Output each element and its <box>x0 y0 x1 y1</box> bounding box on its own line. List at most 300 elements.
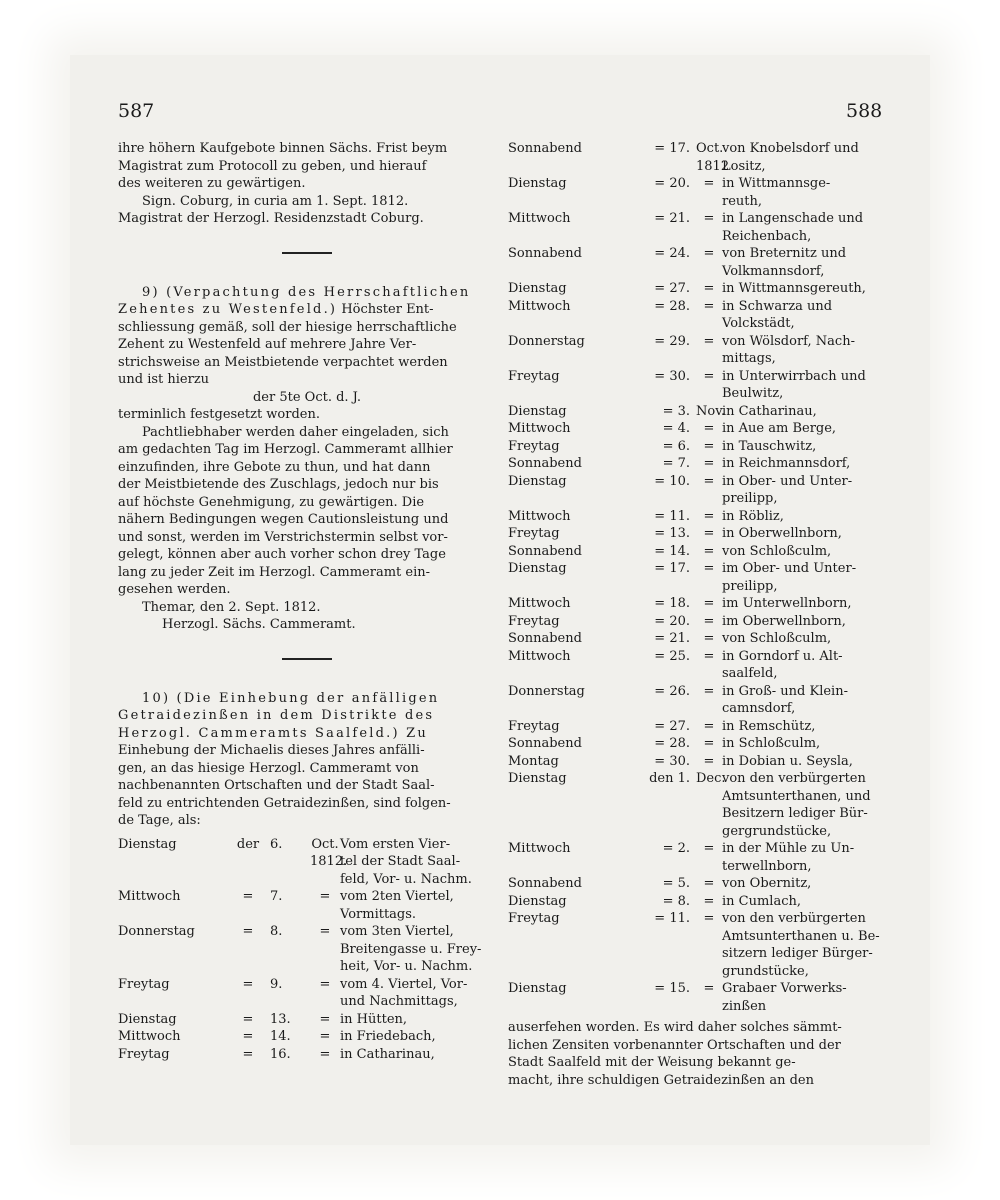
schedule-location <box>340 888 496 923</box>
text-line: lichen Zensiten vorbenannter Ortschaften und der <box>508 1037 841 1053</box>
schedule-month: = <box>319 889 331 904</box>
schedule-month: = <box>319 1029 331 1044</box>
s9-authority: Herzogl. Sächs. Cammeramt. <box>162 617 356 632</box>
schedule-article: = <box>242 1046 254 1062</box>
schedule-date: 9. <box>270 976 283 992</box>
schedule-row <box>508 630 888 648</box>
schedule-month: = <box>703 246 715 261</box>
location-line: Breitengasse u. Frey- <box>340 941 482 957</box>
schedule-row <box>508 245 888 280</box>
text-line: Einhebung der Michaelis dieses Jahres anfälli- <box>118 743 425 758</box>
schedule-location <box>722 473 888 508</box>
schedule-row <box>508 140 888 175</box>
schedule-row <box>508 980 888 1015</box>
location-line: in Oberwellnborn, <box>722 526 842 541</box>
schedule-month: = <box>703 893 715 909</box>
schedule-date: = 8. <box>662 893 690 909</box>
schedule-location <box>340 976 496 1011</box>
schedule-date: = 14. <box>654 543 690 559</box>
schedule-location <box>722 840 888 875</box>
schedule-date: = 13. <box>654 526 690 541</box>
schedule-month: = <box>319 1011 331 1027</box>
schedule-month: = <box>703 438 715 454</box>
schedule-date: = 11. <box>654 508 690 524</box>
location-line: in Catharinau, <box>340 1046 435 1062</box>
right-column <box>508 140 888 1089</box>
location-line: von Schloßculm, <box>722 631 832 646</box>
location-line: gergrundstücke, <box>722 823 832 839</box>
schedule-month: Dec. <box>696 771 726 786</box>
schedule-date: = 2. <box>662 841 690 856</box>
schedule-row <box>508 840 888 875</box>
schedule-date: 6. <box>270 836 283 852</box>
s9-heading-b: Zehentes zu Westenfeld.) <box>118 302 338 317</box>
schedule-month: = <box>703 473 715 489</box>
schedule-location <box>340 1011 496 1029</box>
schedule-month: = <box>703 561 715 576</box>
schedule-location <box>722 595 888 613</box>
schedule-day: Sonnabend <box>508 631 582 646</box>
page-number-left: 587 <box>118 100 155 122</box>
schedule-month: = <box>703 631 715 646</box>
schedule-location <box>340 1046 496 1064</box>
schedule-month: = <box>703 421 715 436</box>
text-line: ihre höhern Kaufgebote binnen Sächs. Frist beym <box>118 141 448 156</box>
location-line: in Reichmannsdorf, <box>722 456 851 471</box>
location-line: in Schwarza und <box>722 298 833 314</box>
text-line: strichsweise an Meistbietende verpachtet werden <box>118 354 448 370</box>
schedule-day: Mittwoch <box>118 1029 181 1044</box>
schedule-row <box>508 473 888 508</box>
schedule-row <box>508 210 888 245</box>
text-line: des weiteren zu gewärtigen. <box>118 176 306 191</box>
s10-paragraph <box>118 690 496 830</box>
schedule-location <box>722 735 888 753</box>
schedule-article: = <box>242 889 254 904</box>
schedule-month: = <box>703 526 715 541</box>
schedule-date: 13. <box>270 1011 291 1027</box>
schedule-date: 14. <box>270 1029 291 1044</box>
location-line: in Schloßculm, <box>722 736 821 751</box>
schedule-row <box>508 735 888 753</box>
schedule-article: = <box>242 976 254 992</box>
text-line: auserfehen worden. Es wird daher solches sämmt- <box>508 1020 842 1035</box>
schedule-right <box>508 140 888 1015</box>
schedule-row <box>118 1046 496 1064</box>
schedule-date: = 21. <box>654 631 690 646</box>
location-line: und Nachmittags, <box>340 994 458 1009</box>
location-line: in der Mühle zu Un- <box>722 841 855 856</box>
schedule-date: = 15. <box>654 981 690 996</box>
schedule-month: Oct. 1812 <box>696 141 730 174</box>
text-line: schliessung gemäß, soll der hiesige herrschaftliche <box>118 319 457 335</box>
location-line: in Groß- und Klein- <box>722 683 848 699</box>
schedule-month: = <box>703 333 715 349</box>
text-line: gesehen werden. <box>118 582 231 597</box>
section-divider <box>282 252 332 254</box>
schedule-day: Dienstag <box>508 561 567 576</box>
text-line: Stadt Saalfeld mit der Weisung bekannt ge- <box>508 1055 796 1070</box>
schedule-day: Sonnabend <box>508 456 582 471</box>
text-line: feld zu entrichtenden Getraidezinßen, sind folgen- <box>118 795 451 811</box>
schedule-row <box>508 175 888 210</box>
schedule-day: Dienstag <box>118 836 177 852</box>
schedule-month: = <box>703 456 715 471</box>
schedule-date: 8. <box>270 924 283 939</box>
schedule-day: Donnerstag <box>508 333 585 349</box>
schedule-row <box>508 508 888 526</box>
location-line: in Langenschade und <box>722 211 864 226</box>
location-line: in Röbliz, <box>722 508 784 524</box>
text-line <box>118 301 496 319</box>
schedule-location <box>722 770 888 840</box>
schedule-day: Mittwoch <box>508 508 571 524</box>
schedule-row <box>508 368 888 403</box>
schedule-row <box>118 888 496 923</box>
text-line: lang zu jeder Zeit im Herzogl. Cammeramt ein- <box>118 564 431 580</box>
text-line: gen, an das hiesige Herzogl. Cammeramt von <box>118 760 419 776</box>
schedule-row <box>508 683 888 718</box>
schedule-row <box>508 595 888 613</box>
schedule-day: Sonnabend <box>508 876 582 891</box>
schedule-date: = 10. <box>654 473 690 489</box>
location-line: von Wölsdorf, Nach- <box>722 333 855 349</box>
schedule-day: Dienstag <box>508 981 567 996</box>
intro-authority: Magistrat der Herzogl. Residenzstadt Coburg. <box>118 211 424 226</box>
s9-heading-a: 9) (Verpachtung des Herrschaftlichen <box>142 284 471 300</box>
schedule-row <box>508 770 888 840</box>
schedule-row <box>508 438 888 456</box>
schedule-row <box>508 753 888 771</box>
schedule-day: Freytag <box>508 718 560 734</box>
location-line: Besitzern lediger Bür- <box>722 806 868 821</box>
text-line: Herzogl. Cammeramts Saalfeld.) Zu <box>118 725 428 741</box>
schedule-month: = <box>319 924 331 939</box>
schedule-date: = 6. <box>662 438 690 454</box>
location-line: tel der Stadt Saal- <box>340 854 461 869</box>
schedule-date: = 28. <box>654 298 690 314</box>
schedule-day: Mittwoch <box>508 211 571 226</box>
location-line: Vom ersten Vier- <box>340 836 451 852</box>
schedule-date: = 20. <box>654 613 690 629</box>
location-line: in Catharinau, <box>722 403 817 419</box>
schedule-month: = <box>703 648 715 664</box>
schedule-day: Dienstag <box>508 176 567 191</box>
schedule-date: = 18. <box>654 596 690 611</box>
schedule-day: Freytag <box>508 438 560 454</box>
location-line: heit, Vor- u. Nachm. <box>340 959 473 974</box>
schedule-date: 7. <box>270 889 283 904</box>
schedule-day: Freytag <box>118 1046 170 1062</box>
schedule-article: = <box>242 1011 254 1027</box>
schedule-row <box>118 1028 496 1046</box>
location-line: saalfeld, <box>722 666 778 681</box>
schedule-date: = 17. <box>654 561 690 576</box>
schedule-location <box>722 333 888 368</box>
schedule-month: = <box>703 211 715 226</box>
schedule-day: Mittwoch <box>508 596 571 611</box>
page-number-right: 588 <box>846 100 883 122</box>
schedule-row <box>508 525 888 543</box>
schedule-row <box>508 910 888 980</box>
schedule-month: = <box>703 736 715 751</box>
text-line: de Tage, als: <box>118 813 201 828</box>
s9-date: der 5te Oct. d. J. <box>252 389 362 405</box>
schedule-month: = <box>703 368 715 384</box>
location-line: terwellnborn, <box>722 858 812 874</box>
schedule-date: den 1. <box>649 771 690 786</box>
schedule-location <box>722 683 888 718</box>
location-line: Volckstädt, <box>722 316 795 331</box>
schedule-date: 16. <box>270 1046 291 1062</box>
location-line: im Unterwellnborn, <box>722 596 852 611</box>
schedule-date: = 24. <box>654 246 690 261</box>
schedule-row <box>508 455 888 473</box>
location-line: von Knobelsdorf und <box>722 141 859 156</box>
location-line: feld, Vor- u. Nachm. <box>340 871 472 887</box>
schedule-location <box>722 175 888 210</box>
schedule-day: Mittwoch <box>118 889 181 904</box>
s9-line-after: terminlich festgesetzt worden. <box>118 407 320 422</box>
schedule-day: Dienstag <box>508 893 567 909</box>
schedule-month: = <box>703 543 715 559</box>
location-line: in Aue am Berge, <box>722 421 837 436</box>
text-line: Getraidezinßen in dem Distrikte des <box>118 708 435 723</box>
text-line: macht, ihre schuldigen Getraidezinßen an den <box>508 1072 814 1088</box>
schedule-row <box>118 1011 496 1029</box>
schedule-day: Montag <box>508 753 559 769</box>
location-line: in Gorndorf u. Alt- <box>722 648 843 664</box>
schedule-location <box>340 923 496 976</box>
schedule-location <box>722 210 888 245</box>
schedule-row <box>508 893 888 911</box>
location-line: in Ober- und Unter- <box>722 473 853 489</box>
location-line: Grabaer Vorwerks- <box>722 981 847 996</box>
schedule-row <box>118 836 496 889</box>
location-line: camnsdorf, <box>722 701 796 716</box>
schedule-location <box>722 980 888 1015</box>
schedule-day: Sonnabend <box>508 543 582 559</box>
intro-signature: Sign. Coburg, in curia am 1. Sept. 1812. <box>142 193 409 209</box>
schedule-month: = <box>703 753 715 769</box>
schedule-location <box>722 543 888 561</box>
section-divider <box>282 658 332 660</box>
location-line: Reichenbach, <box>722 228 812 244</box>
left-column <box>118 140 496 1063</box>
schedule-location <box>722 455 888 473</box>
schedule-location <box>722 613 888 631</box>
schedule-row <box>118 976 496 1011</box>
schedule-month: Nov. <box>696 403 726 419</box>
schedule-month: = <box>703 281 715 296</box>
schedule-day: Freytag <box>118 976 170 992</box>
schedule-date: = 3. <box>662 403 690 419</box>
schedule-date: = 25. <box>654 648 690 664</box>
s9-body <box>118 424 496 599</box>
schedule-date: = 4. <box>662 421 690 436</box>
schedule-location <box>722 245 888 280</box>
schedule-location <box>722 140 888 175</box>
location-line: in Tauschwitz, <box>722 438 817 454</box>
location-line: Amtsunterthanen u. Be- <box>722 928 880 944</box>
text-line: und sonst, werden im Verstrichstermin selbst vor- <box>118 529 448 545</box>
schedule-date: = 17. <box>654 141 690 156</box>
location-line: sitzern lediger Bürger- <box>722 946 873 961</box>
schedule-day: Donnerstag <box>118 924 195 939</box>
schedule-day: Dienstag <box>508 403 567 419</box>
schedule-day: Freytag <box>508 613 560 629</box>
text-line: Pachtliebhaber werden daher eingeladen, sich <box>142 424 449 440</box>
location-line: in Dobian u. Seysla, <box>722 753 853 769</box>
schedule-row <box>508 543 888 561</box>
schedule-row <box>508 280 888 298</box>
schedule-day: Mittwoch <box>508 841 571 856</box>
schedule-day: Mittwoch <box>508 421 571 436</box>
schedule-date: = 7. <box>662 456 690 471</box>
schedule-location <box>722 438 888 456</box>
schedule-date: = 30. <box>654 368 690 384</box>
schedule-day: Donnerstag <box>508 683 585 699</box>
schedule-date: = 28. <box>654 736 690 751</box>
location-line: reuth, <box>722 193 763 209</box>
location-line: von Breternitz und <box>722 246 847 261</box>
location-line: Vormittags. <box>340 906 417 922</box>
location-line: in Remschütz, <box>722 718 816 734</box>
text-line: und ist hierzu <box>118 372 210 387</box>
location-line: von Obernitz, <box>722 876 812 891</box>
schedule-location <box>722 630 888 648</box>
schedule-month: = <box>703 911 715 926</box>
text-line: am gedachten Tag im Herzogl. Cammeramt allhier <box>118 442 453 457</box>
schedule-month: = <box>319 976 331 992</box>
schedule-row <box>508 333 888 368</box>
schedule-day: Sonnabend <box>508 246 582 261</box>
schedule-row <box>508 718 888 736</box>
location-line: in Cumlach, <box>722 893 802 909</box>
schedule-month: = <box>703 981 715 996</box>
schedule-row <box>508 298 888 333</box>
location-line: im Ober- und Unter- <box>722 561 857 576</box>
schedule-month: = <box>703 596 715 611</box>
schedule-row <box>508 875 888 893</box>
schedule-location <box>722 403 888 421</box>
text-line: Zehent zu Westenfeld auf mehrere Jahre Ver- <box>118 337 417 352</box>
schedule-location <box>722 368 888 403</box>
location-line: in Hütten, <box>340 1011 408 1027</box>
schedule-day: Sonnabend <box>508 736 582 751</box>
schedule-date: = 30. <box>654 753 690 769</box>
text-line: nähern Bedingungen wegen Cautionsleistung und <box>118 512 449 527</box>
text-line: nachbenannten Ortschaften und der Stadt Saal- <box>118 778 435 793</box>
schedule-left <box>118 836 496 1064</box>
location-line: von Schloßculm, <box>722 543 832 559</box>
schedule-location <box>722 420 888 438</box>
schedule-location <box>722 910 888 980</box>
schedule-row <box>508 560 888 595</box>
location-line: in Friedebach, <box>340 1029 436 1044</box>
schedule-month: = <box>703 613 715 629</box>
text-line: Magistrat zum Protocoll zu geben, und hierauf <box>118 158 427 174</box>
schedule-location <box>722 560 888 595</box>
schedule-month: = <box>703 841 715 856</box>
schedule-article: = <box>242 924 254 939</box>
schedule-date: = 21. <box>654 211 690 226</box>
location-line: preilipp, <box>722 578 778 594</box>
schedule-date: = 20. <box>654 176 690 191</box>
schedule-date: = 26. <box>654 683 690 699</box>
s9-place: Themar, den 2. Sept. 1812. <box>142 599 321 615</box>
schedule-month: = <box>703 508 715 524</box>
text-line: gelegt, können aber auch vorher schon drey Tage <box>118 547 446 562</box>
schedule-day: Freytag <box>508 526 560 541</box>
schedule-day: Freytag <box>508 911 560 926</box>
location-line: zinßen <box>722 998 767 1014</box>
text-fragment: Höchster Ent- <box>337 302 434 317</box>
schedule-month: = <box>703 718 715 734</box>
schedule-day: Freytag <box>508 368 560 384</box>
text-line: einzufinden, ihre Gebote zu thun, und hat dann <box>118 459 431 475</box>
schedule-month: = <box>703 176 715 191</box>
schedule-location <box>722 753 888 771</box>
schedule-row <box>118 923 496 976</box>
location-line: Volkmannsdorf, <box>722 263 825 279</box>
location-line: mittags, <box>722 351 776 366</box>
schedule-location <box>340 836 496 889</box>
location-line: in Wittmannsgereuth, <box>722 281 866 296</box>
schedule-location <box>722 718 888 736</box>
intro-paragraph <box>118 140 496 193</box>
schedule-row <box>508 613 888 631</box>
location-line: von den verbürgerten <box>722 911 866 926</box>
schedule-date: = 27. <box>654 718 690 734</box>
schedule-day: Mittwoch <box>508 648 571 664</box>
schedule-article: = <box>242 1029 254 1044</box>
schedule-day: Dienstag <box>508 281 567 296</box>
schedule-location <box>722 875 888 893</box>
location-line: in Unterwirrbach und <box>722 368 866 384</box>
schedule-day: Dienstag <box>508 771 567 786</box>
text-line: der Meistbietende des Zuschlags, jedoch nur bis <box>118 477 439 492</box>
schedule-day: Dienstag <box>118 1011 177 1027</box>
schedule-date: = 29. <box>654 333 690 349</box>
location-line: in Wittmannsge- <box>722 176 831 191</box>
location-line: Amtsunterthanen, und <box>722 788 871 804</box>
closing-paragraph <box>508 1019 888 1089</box>
schedule-date: = 11. <box>654 911 690 926</box>
schedule-row <box>508 648 888 683</box>
location-line: Lositz, <box>722 158 766 174</box>
location-line: vom 3ten Viertel, <box>340 924 454 939</box>
schedule-location <box>722 525 888 543</box>
schedule-article: der <box>236 836 260 852</box>
schedule-row <box>508 420 888 438</box>
schedule-date: = 5. <box>662 876 690 891</box>
location-line: Beulwitz, <box>722 386 784 401</box>
schedule-location <box>722 280 888 298</box>
schedule-day: Mittwoch <box>508 298 571 314</box>
schedule-row <box>508 403 888 421</box>
schedule-location <box>722 508 888 526</box>
text-line: 10) (Die Einhebung der anfälligen <box>142 690 440 706</box>
schedule-month: Oct. 1812. <box>310 836 348 869</box>
location-line: vom 4. Viertel, Vor- <box>340 976 468 992</box>
schedule-location <box>722 648 888 683</box>
schedule-month: = <box>703 298 715 314</box>
schedule-location <box>340 1028 496 1046</box>
schedule-month: = <box>703 683 715 699</box>
s9-paragraph <box>118 301 496 389</box>
location-line: von den verbürgerten <box>722 771 866 786</box>
